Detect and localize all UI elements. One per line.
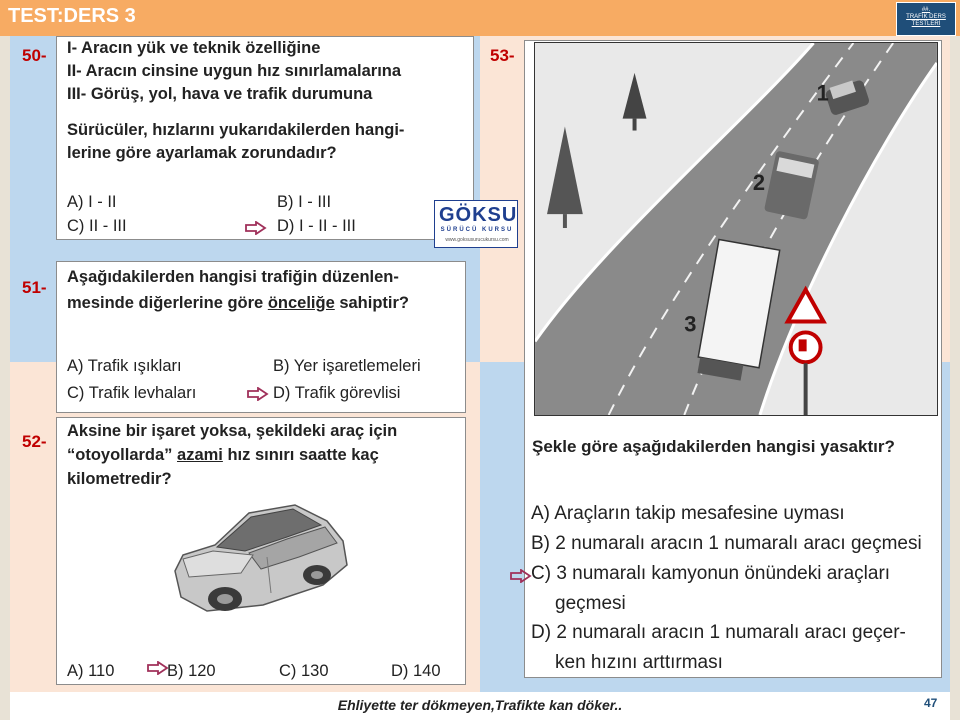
q51-line-2-pre: mesinde diğerlerine göre — [67, 294, 268, 312]
footer-motto: Ehliyette ter dökmeyen,Trafikte kan döker.. — [337, 697, 623, 713]
car-icon — [167, 493, 357, 628]
q51-line-1: Aşağıdakilerden hangisi trafiğin düzenlen- — [67, 268, 399, 286]
q51-option-a[interactable]: A) Trafik ışıkları — [67, 357, 182, 375]
q52-option-d[interactable]: D) 140 — [391, 662, 441, 680]
link-line-1: ##. — [921, 7, 931, 13]
q50-option-d[interactable]: D) I - II - III — [277, 217, 356, 235]
q51-option-d[interactable]: D) Trafik görevlisi — [273, 384, 401, 402]
q53-option-a[interactable]: A) Araçların takip mesafesine uyması — [531, 503, 845, 524]
trafik-testleri-link[interactable] — [896, 2, 956, 36]
question-53-number: 53- — [490, 46, 515, 65]
link-line-2: TRAFİK DERS — [906, 14, 946, 20]
q50-option-c[interactable]: C) II - III — [67, 217, 127, 235]
q51-line-2 — [67, 294, 409, 313]
q51-option-c[interactable]: C) Trafik levhaları — [67, 384, 197, 402]
answer-arrow-icon — [510, 569, 532, 583]
question-52-panel — [56, 417, 466, 685]
q50-option-b[interactable]: B) I - III — [277, 193, 332, 211]
q53-option-c-cont: geçmesi — [555, 593, 626, 614]
goksu-logo — [434, 200, 518, 248]
figure-label-1: 1 — [816, 80, 829, 106]
q50-line-4: Sürücüler, hızlarını yukarıdakilerden hangi- — [67, 121, 405, 139]
logo-name: GÖKSU — [439, 204, 518, 226]
q50-option-a[interactable]: A) I - II — [67, 193, 117, 211]
logo-subtitle: SÜRÜCÜ KURSU — [440, 227, 514, 233]
q53-question: Şekle göre aşağıdakilerden hangisi yasaktır? — [532, 437, 895, 456]
q51-option-b[interactable]: B) Yer işaretlemeleri — [273, 357, 421, 375]
q50-line-5: lerine göre ayarlamak zorundadır? — [67, 144, 337, 162]
q52-line-2-pre: “otoyollarda” — [67, 446, 178, 464]
question-51-number: 51- — [22, 278, 47, 297]
q53-option-d-cont: ken hızını arttırması — [555, 652, 723, 673]
figure-label-3: 3 — [684, 311, 697, 337]
figure-label-2: 2 — [752, 170, 766, 196]
q52-option-a[interactable]: A) 110 — [67, 662, 115, 680]
answer-arrow-icon — [147, 661, 169, 675]
question-50-panel — [56, 36, 474, 240]
q50-line-3: III- Görüş, yol, hava ve trafik durumuna — [67, 85, 373, 103]
logo-url: www.goksusurucukursu.com — [445, 237, 509, 243]
q51-priority-word: önceliğe — [267, 294, 335, 312]
road-illustration — [534, 42, 938, 416]
answer-arrow-icon — [245, 221, 267, 235]
q51-line-2-post: sahiptir? — [334, 294, 410, 312]
question-50-number: 50- — [22, 46, 47, 65]
q53-option-d[interactable]: D) 2 numaralı aracın 1 numaralı aracı geçer- — [531, 622, 906, 643]
slide-title: TEST:DERS 3 — [8, 5, 136, 27]
q52-line-1: Aksine bir işaret yoksa, şekildeki araç için — [67, 422, 398, 440]
q52-max-word: azami — [177, 446, 223, 464]
answer-arrow-icon — [247, 387, 269, 401]
title-bar — [0, 0, 960, 36]
q52-line-2-post: hız sınırı saatte kaç — [222, 446, 379, 464]
q52-line-2 — [67, 446, 379, 465]
q53-option-b[interactable]: B) 2 numaralı aracın 1 numaralı aracı geçmesi — [531, 533, 922, 554]
link-line-3: TESTLERİ — [911, 21, 941, 27]
q52-option-c[interactable]: C) 130 — [279, 662, 329, 680]
page-number: 47 — [924, 696, 938, 710]
q52-line-3: kilometredir? — [67, 470, 172, 488]
q52-option-b[interactable]: B) 120 — [167, 662, 216, 680]
question-52-number: 52- — [22, 432, 47, 451]
q53-option-c[interactable]: C) 3 numaralı kamyonun önündeki araçları — [531, 563, 891, 584]
q50-line-1: I- Aracın yük ve teknik özelliğine — [67, 39, 321, 57]
q50-line-2: II- Aracın cinsine uygun hız sınırlamalarına — [67, 62, 402, 80]
